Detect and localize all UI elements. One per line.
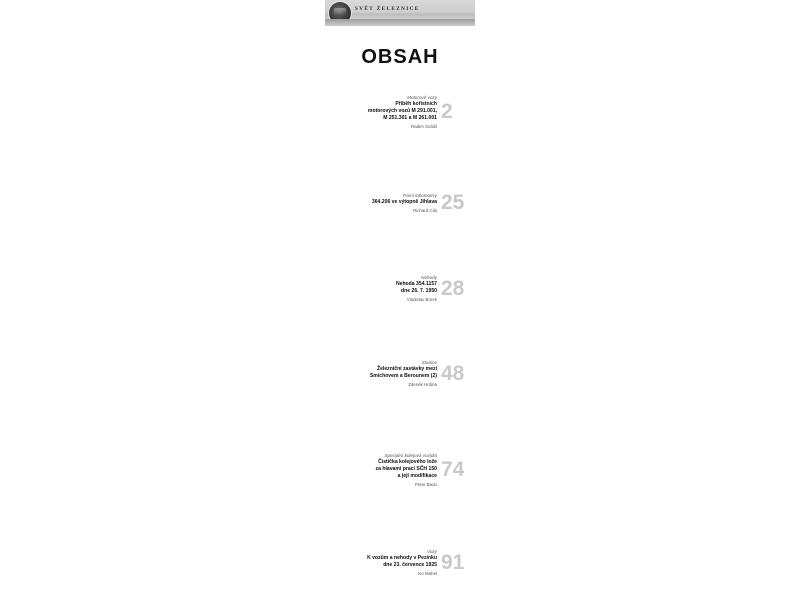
entry-page-number: 74 bbox=[441, 458, 465, 481]
list-item[interactable] bbox=[325, 94, 475, 130]
entry-page-number: 25 bbox=[441, 191, 465, 214]
entry-author: Vladislav Borek bbox=[406, 297, 437, 302]
entry-title-line: za hlavami prací SČH 150 bbox=[375, 466, 437, 472]
list-item[interactable] bbox=[325, 274, 475, 303]
entry-title-line: Nehoda 354.1157 bbox=[395, 281, 437, 287]
entry-section: Speciální kolejová vozidla bbox=[384, 453, 437, 458]
entry-section: Vozy bbox=[426, 549, 437, 554]
entry-author: Radim Snášil bbox=[411, 124, 437, 129]
entry-title-line: motorových vozů M 291.001, bbox=[367, 108, 437, 114]
entry-title-line: 364.206 ve výtopně Jihlava bbox=[371, 199, 437, 205]
entry-author: Ivo Mahel bbox=[417, 571, 437, 576]
entry-title-line: K vozům a nehody v Pezinku bbox=[367, 555, 437, 561]
list-item[interactable] bbox=[325, 452, 475, 488]
entry-text bbox=[341, 274, 437, 303]
entry-title-line: Smíchovem a Berounem (2) bbox=[369, 373, 437, 379]
entry-title-line: dne 26. 7. 1950 bbox=[401, 288, 437, 294]
entry-title-line: Železniční zastávky mezi bbox=[376, 366, 437, 372]
entry-author: Richard Cila bbox=[413, 208, 437, 213]
entry-text bbox=[341, 452, 437, 488]
masthead-bar bbox=[325, 19, 475, 26]
list-item[interactable] bbox=[325, 548, 475, 577]
entry-section: Stanice bbox=[421, 360, 437, 365]
entry-page-number: 28 bbox=[441, 276, 465, 300]
masthead-title: SVĚT ŽELEZNICE bbox=[355, 6, 420, 12]
entry-title-line: a její modifikace bbox=[397, 473, 437, 479]
entry-text bbox=[341, 548, 437, 577]
entry-page-number: 2 bbox=[441, 100, 453, 123]
entry-section: Motorové vozy bbox=[407, 95, 437, 100]
entry-text bbox=[341, 359, 437, 388]
entry-page-number: 48 bbox=[441, 361, 465, 385]
entry-title-line: Příběh kořistních bbox=[395, 101, 437, 107]
list-item[interactable] bbox=[325, 359, 475, 388]
entry-section: Parní lokomotivy bbox=[403, 193, 437, 198]
entry-title-line: M 251.301 a M 261.001 bbox=[383, 115, 437, 121]
entry-author: Zdeněk Hrdina bbox=[408, 382, 437, 387]
entry-text bbox=[341, 94, 437, 130]
entry-title-line: Čistička kolejového lože bbox=[378, 459, 437, 465]
entry-title-line: dne 23. července 1925 bbox=[383, 562, 437, 568]
entry-page-number: 91 bbox=[441, 550, 465, 574]
entry-text bbox=[341, 192, 437, 214]
magazine-contents-page bbox=[325, 0, 475, 600]
entry-author: Peter Bado bbox=[415, 482, 437, 487]
list-item[interactable] bbox=[325, 192, 475, 214]
page-title: OBSAH bbox=[361, 46, 439, 68]
masthead bbox=[325, 0, 475, 27]
entry-section: Nehody bbox=[421, 275, 437, 280]
